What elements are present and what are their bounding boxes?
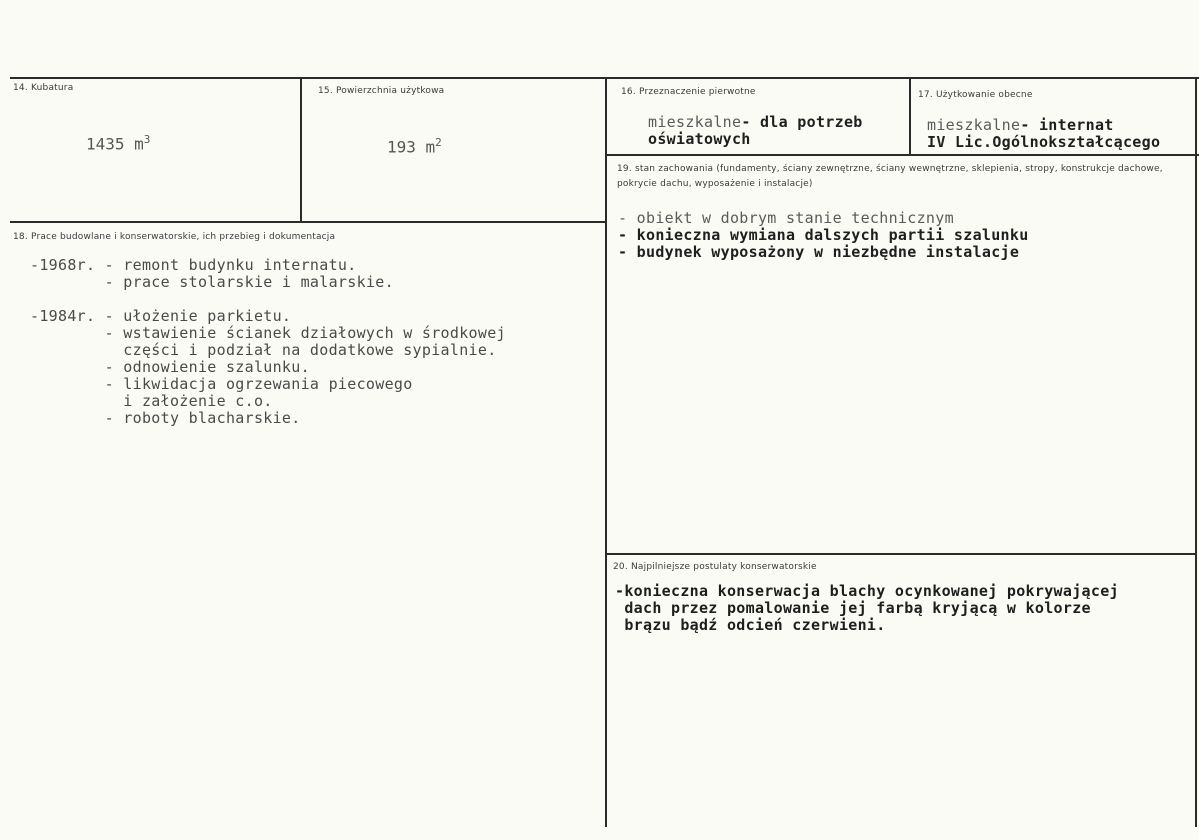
powierzchnia-value	[387, 136, 442, 156]
text-segment: - internat	[1020, 116, 1114, 134]
text-line: - likwidacja ogrzewania piecowego	[30, 375, 413, 393]
text-line	[927, 117, 1160, 134]
text-line: -1984r. - ułożenie parkietu.	[30, 307, 292, 325]
text-line	[618, 227, 1029, 244]
prace-value	[30, 257, 506, 427]
text-segment: mieszkalne	[927, 116, 1021, 134]
text-line	[648, 131, 863, 148]
text-line	[648, 114, 863, 131]
center-divider	[605, 79, 607, 827]
rule-below-16-17	[606, 154, 1199, 156]
postulaty-label: 20. Najpilniejsze postulaty konserwatorskie	[613, 562, 817, 572]
text-segment: - obiekt w dobrym stanie technicznym	[618, 209, 954, 227]
prace-label: 18. Prace budowlane i konserwatorskie, ich przebieg i dokumentacja	[13, 232, 336, 242]
kubatura-number: 1435 m	[86, 134, 144, 154]
divider-14-15	[300, 79, 302, 222]
kubatura-label: 14. Kubatura	[13, 83, 74, 93]
text-line	[618, 244, 1029, 261]
text-line: - prace stolarskie i malarskie.	[30, 273, 394, 291]
rule-below-14-15	[10, 221, 606, 223]
przeznaczenie-label: 16. Przeznaczenie pierwotne	[621, 87, 756, 97]
postulaty-value	[615, 583, 1119, 634]
stan-label: 19. stan zachowania (fundamenty, ściany zewnętrzne, ściany wewnętrzne, sklepienia, stropy, konstrukcje dachowe, pokrycie dachu, wyposażenie i instalacje)	[617, 164, 1163, 189]
powierzchnia-number: 193 m	[387, 137, 436, 157]
text-line: - wstawienie ścianek działowych w środkowej	[30, 324, 506, 342]
text-segment: mieszkalne	[648, 113, 742, 131]
text-line: brązu bądź odcień czerwieni.	[615, 616, 886, 634]
stan-value	[618, 210, 1029, 261]
rule-above-20	[606, 553, 1195, 555]
text-line: i założenie c.o.	[30, 392, 273, 410]
text-line	[30, 291, 506, 308]
divider-16-17	[909, 79, 911, 155]
text-segment: IV Lic.Ogólnokształcącego	[927, 133, 1161, 151]
przeznaczenie-value	[648, 114, 863, 148]
text-line: - roboty blacharskie.	[30, 409, 301, 427]
kubatura-unit-exponent: 3	[143, 133, 151, 146]
text-line: dach przez pomalowanie jej farbą kryjącą w kolorze	[615, 599, 1091, 617]
text-line: - odnowienie szalunku.	[30, 358, 310, 376]
text-segment: - dla potrzeb	[741, 113, 863, 131]
text-segment: oświatowych	[648, 130, 751, 148]
kubatura-value	[86, 133, 150, 153]
text-segment: - budynek wyposażony w niezbędne instalacje	[618, 243, 1020, 261]
text-line: części i podział na dodatkowe sypialnie.	[30, 341, 497, 359]
powierzchnia-unit-exponent: 2	[435, 136, 442, 149]
text-line: -konieczna konserwacja blachy ocynkowanej pokrywającej	[615, 582, 1119, 600]
text-line: -1968r. - remont budynku internatu.	[30, 256, 357, 274]
text-line	[618, 210, 1029, 227]
powierzchnia-label: 15. Powierzchnia użytkowa	[318, 86, 445, 96]
text-line	[927, 134, 1160, 151]
uzytkowanie-label: 17. Użytkowanie obecne	[918, 90, 1033, 100]
uzytkowanie-value	[927, 117, 1160, 151]
right-edge	[1195, 79, 1197, 827]
text-segment: - konieczna wymiana dalszych partii szalunku	[618, 226, 1029, 244]
